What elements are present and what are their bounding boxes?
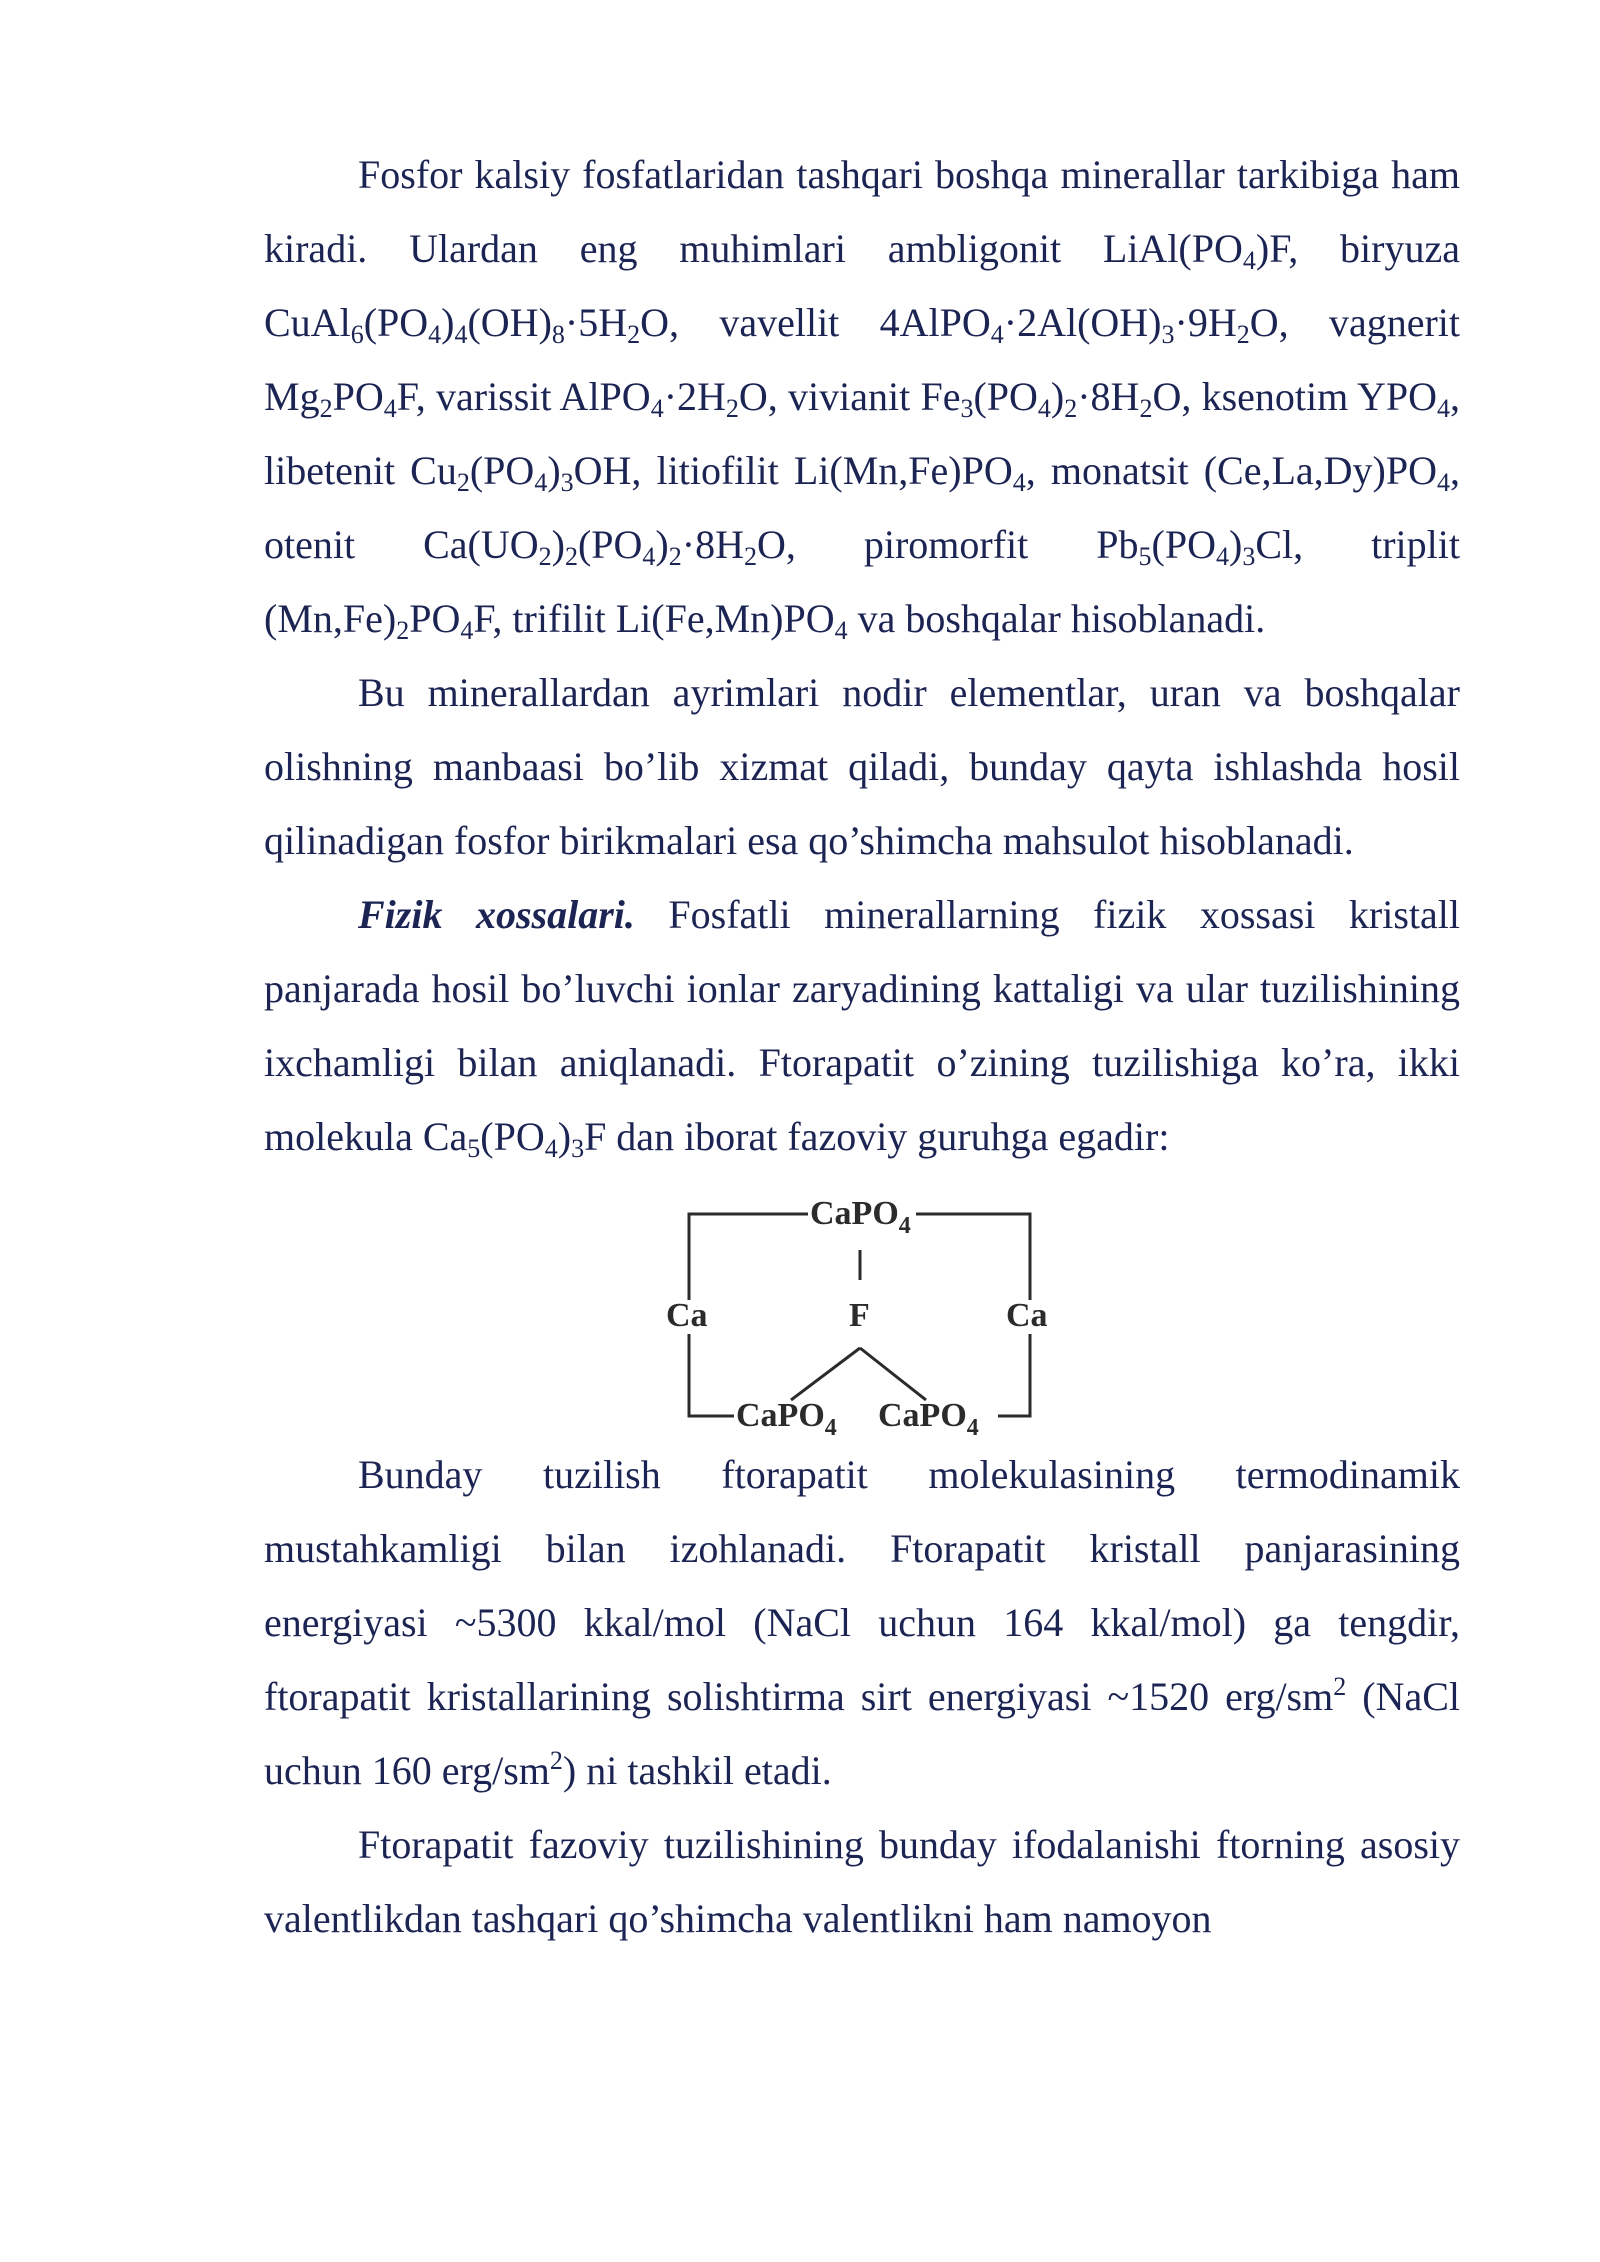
atom-top-capo4: CaPO$_4$ (810, 1195, 911, 1239)
bond-top-left (689, 1214, 808, 1300)
paragraph-valence: Ftorapatit fazoviy tuzilishining bunday ifodalanishi ftorning asosiy valentlikdan tashqari qo’shimcha valentlikni ham namoyon (264, 1822, 1460, 1941)
bond-f-left (791, 1348, 860, 1400)
atom-bottom-right-capo4: CaPO$_4$ (878, 1397, 979, 1438)
bond-top-right (916, 1214, 1030, 1300)
page-content (264, 138, 1460, 1956)
bond-f-right (860, 1348, 926, 1400)
paragraph-thermodynamics: Bunday tuzilish ftorapatit molekulasining termodinamik mustahkamligi bilan izohlanadi. Ftorapatit kristall panjarasining energiyasi ~5300 kkal/mol (NaCl uchun 164 kkal/mol) ga tengdir, ftorapatit kristallarining solishtirma sirt energiyasi ~1520 erg/$sm^2$ (NaCl uchun 160 erg/$sm^2$) ni tashkil etadi. (264, 1452, 1460, 1793)
paragraph-physical-properties: Fizik xossalari. Fosfatli minerallarning fizik xossasi kristall panjarada hosil bo’luvchi ionlar zaryadining kattaligi va ular tuzilishining ixchamligi bilan aniqlanadi. Ftorapatit o’zining tuzilishiga ko’ra, ikki molekula $Ca_5(PO_4)_3F$ dan iborat fazoviy guruhga egadir: (264, 892, 1460, 1163)
atom-right-ca: Ca (1006, 1297, 1048, 1334)
paragraph-sources: Bu minerallardan ayrimlari nodir elementlar, uran va boshqalar olishning manbaasi bo’lib xizmat qiladi, bunday qayta ishlashda hosil qilinadigan fosfor birikmalari esa qo’shimcha mahsulot hisoblanadi. (264, 670, 1460, 863)
section-heading: Fizik xossalari. (358, 892, 635, 937)
bond-bottom-right (998, 1334, 1030, 1416)
paragraph-minerals: Fosfor kalsiy fosfatlaridan tashqari boshqa minerallar tarkibiga ham kiradi. Ulardan eng muhimlari ambligonit $LiAl(PO_4)F$, biryuza $CuAl_6(PO_4)_4(OH)_8\cdot 5H_2O$, vavellit $4AlPO_4\cdot 2Al(OH)_3\cdot 9H_2O$, vagnerit $Mg_2PO_4F$, varissit $AlPO_4\cdot 2H_2O$, vivianit $Fe_3(PO_4)_2\cdot 8H_2O$, ksenotim $YPO_4$, libetenit $Cu_2(PO_4)_3OH$, litiofilit $Li(Mn,Fe)PO_4$, monatsit $(Ce,La,Dy)PO_4$, otenit $Ca(UO_2)_2(PO_4)_2\cdot 8H_2O$, piromorfit $Pb_5(PO_4)_3Cl$, triplit $(Mn,Fe)_2PO_4F$, trifilit $Li(Fe,Mn)PO_4$ va boshqalar hisoblanadi. (264, 152, 1461, 645)
fluorapatite-structure-diagram (264, 1174, 1460, 1438)
atom-center-f: F (849, 1297, 870, 1334)
atom-bottom-left-capo4: CaPO$_4$ (736, 1397, 837, 1438)
atom-left-ca: Ca (666, 1297, 708, 1334)
bond-bottom-left (689, 1334, 734, 1416)
